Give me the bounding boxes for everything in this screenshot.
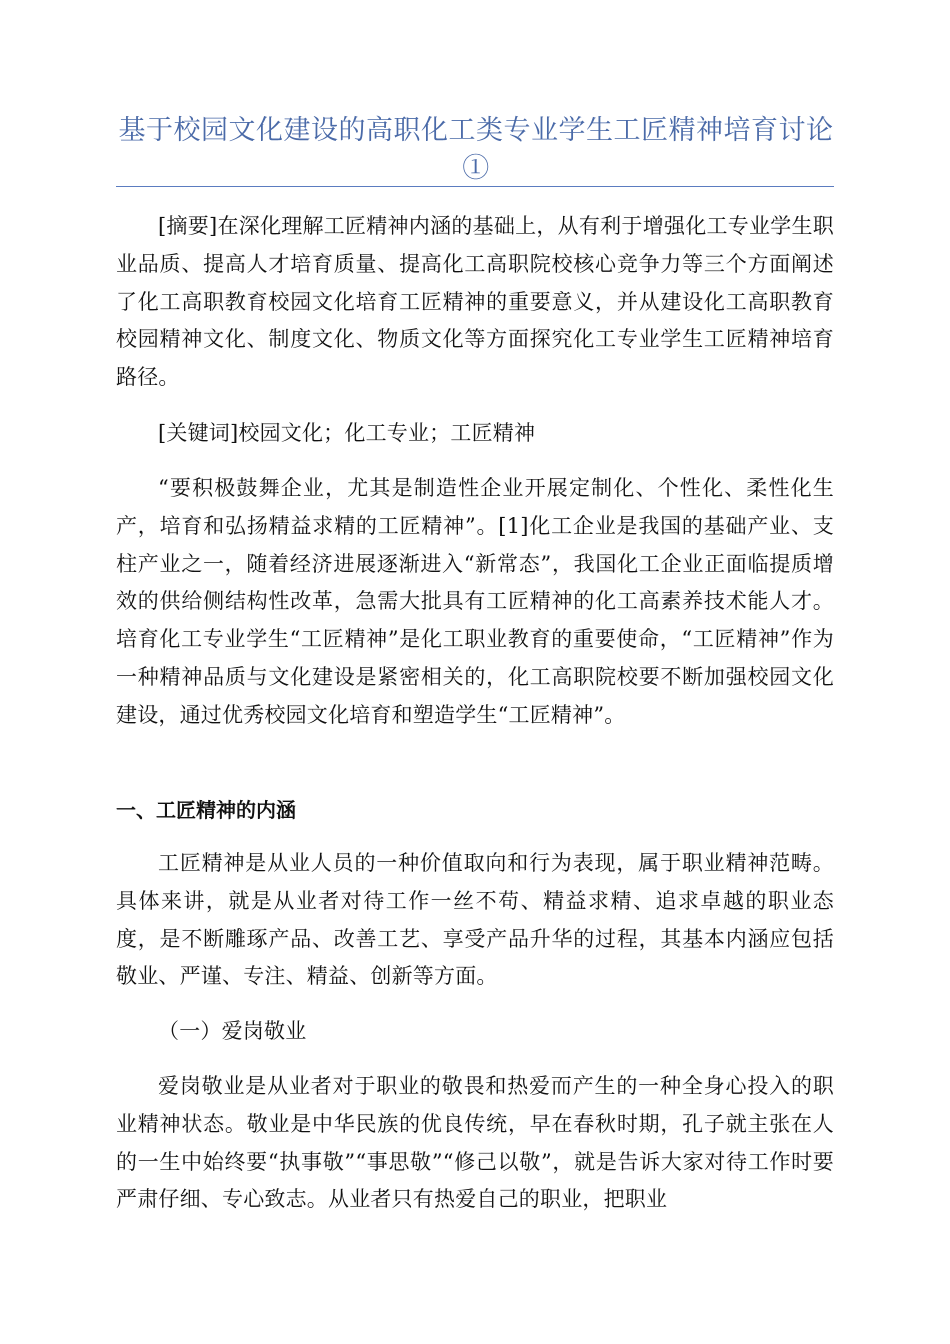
keywords-line: [关键词]校园文化；化工专业；工匠精神 (158, 421, 536, 445)
section-paragraph: 工匠精神是从业人员的一种价值取向和行为表现，属于职业精神范畴。具体来讲，就是从业者对待工作一丝不苟、精益求精、追求卓越的职业态度，是不断雕琢产品、改善工艺、享受产品升华的过程，其基本内涵应包括敬业、严谨、专注、精益、创新等方面。 (116, 851, 834, 989)
title-underline (116, 186, 834, 187)
intro-paragraph: “要积极鼓舞企业，尤其是制造性企业开展定制化、个性化、柔性化生产，培育和弘扬精益求精的工匠精神”。[1]化工企业是我国的基础产业、支柱产业之一，随着经济进展逐渐进入“新常态”，我国化工企业正面临提质增效的供给侧结构性改革，急需大批具有工匠精神的化工高素养技术能人才。培育化工专业学生“工匠精神”是化工职业教育的重要使命，“工匠精神”作为一种精神品质与文化建设是紧密相关的，化工高职院校要不断加强校园文化建设，通过优秀校园文化培育和塑造学生“工匠精神”。 (116, 476, 834, 727)
subsection-paragraph: 爱岗敬业是从业者对于职业的敬畏和热爱而产生的一种全身心投入的职业精神状态。敬业是中华民族的优良传统，早在春秋时期，孔子就主张在人的一生中始终要“执事敬”“事思敬”“修己以敬”，就是告诉大家对待工作时要严肃仔细、专心致志。从业者只有热爱自己的职业，把职业 (116, 1074, 834, 1212)
abstract-paragraph: [摘要]在深化理解工匠精神内涵的基础上，从有利于增强化工专业学生职业品质、提高人才培育质量、提高化工高职院校核心竞争力等三个方面阐述了化工高职教育校园文化培育工匠精神的重要意义，并从建设化工高职教育校园精神文化、制度文化、物质文化等方面探究化工专业学生工匠精神培育路径。 (116, 214, 834, 390)
document-title: 基于校园文化建设的高职化工类专业学生工匠精神培育讨论① (118, 115, 834, 184)
subsection-heading: （一）爱岗敬业 (158, 1019, 307, 1043)
section-heading: 一、工匠精神的内涵 (116, 798, 296, 822)
